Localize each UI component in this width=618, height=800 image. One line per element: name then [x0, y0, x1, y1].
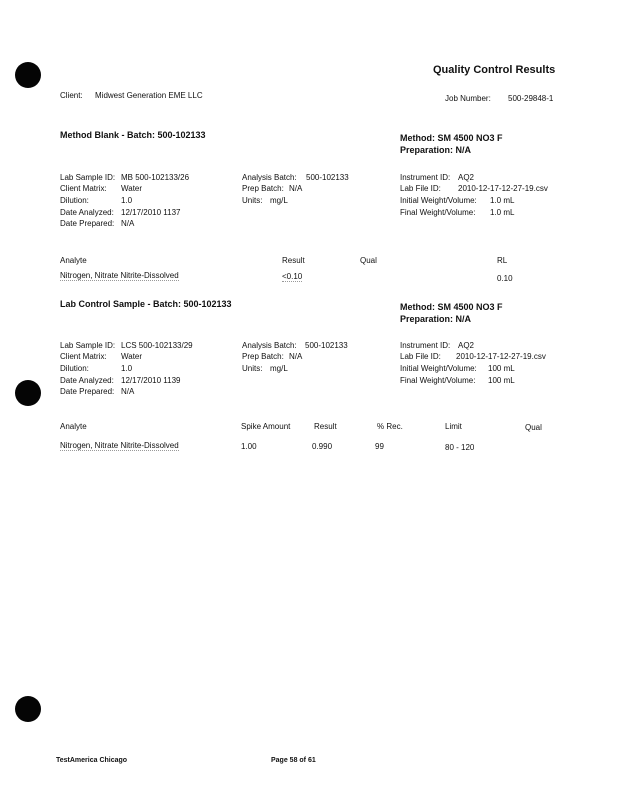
mb-date-prepared: N/A	[121, 219, 135, 228]
lcs-col-limit: Limit	[445, 422, 462, 431]
mb-client-matrix: Water	[121, 184, 143, 193]
lcs-heading: Lab Control Sample - Batch: 500-102133	[60, 299, 232, 309]
lcs-final-volume: 100 mL	[488, 376, 515, 385]
mb-analysis-batch-label: Analysis Batch:	[242, 173, 297, 182]
job-number: 500-29848-1	[508, 94, 554, 103]
punch-hole-middle	[15, 380, 41, 406]
mb-units-label: Units:	[242, 196, 263, 205]
mb-prep-batch: N/A	[289, 184, 303, 193]
mb-date-prepared-label: Date Prepared:	[60, 219, 115, 228]
punch-hole-top	[15, 62, 41, 88]
lcs-instrument-id-label: Instrument ID:	[400, 341, 451, 350]
lcs-lab-sample-id-label: Lab Sample ID:	[60, 341, 116, 350]
mb-row-analyte: Nitrogen, Nitrate Nitrite-Dissolved	[60, 271, 179, 280]
footer-lab-name: TestAmerica Chicago	[56, 757, 128, 764]
lcs-analysis-batch-label: Analysis Batch:	[242, 341, 297, 350]
mb-row-result: <0.10	[282, 272, 303, 281]
lcs-method: Method: SM 4500 NO3 F	[400, 302, 503, 312]
mb-lab-sample-id-label: Lab Sample ID:	[60, 173, 116, 182]
lcs-client-matrix: Water	[121, 352, 143, 361]
lcs-col-analyte: Analyte	[60, 422, 87, 431]
report-title: Quality Control Results	[433, 64, 556, 76]
lcs-row-rec: 99	[375, 442, 384, 451]
mb-analysis-batch: 500-102133	[306, 173, 349, 182]
lcs-instrument-id: AQ2	[458, 341, 475, 350]
mb-date-analyzed: 12/17/2010 1137	[121, 208, 181, 217]
lcs-lab-sample-id: LCS 500-102133/29	[121, 341, 193, 350]
mb-units: mg/L	[270, 196, 288, 205]
mb-dilution-label: Dilution:	[60, 196, 89, 205]
mb-final-volume: 1.0 mL	[490, 208, 515, 217]
method-blank-preparation: Preparation: N/A	[400, 145, 472, 155]
lcs-dilution-label: Dilution:	[60, 364, 89, 373]
mb-initial-volume-label: Initial Weight/Volume:	[400, 196, 477, 205]
lcs-preparation: Preparation: N/A	[400, 314, 472, 324]
lcs-units: mg/L	[270, 364, 288, 373]
punch-hole-bottom	[15, 696, 41, 722]
mb-date-analyzed-label: Date Analyzed:	[60, 208, 114, 217]
mb-instrument-id-label: Instrument ID:	[400, 173, 451, 182]
mb-col-analyte: Analyte	[60, 256, 87, 265]
client-label: Client:	[60, 91, 83, 100]
lcs-row-analyte: Nitrogen, Nitrate Nitrite-Dissolved	[60, 441, 179, 450]
lcs-analysis-batch: 500-102133	[305, 341, 348, 350]
lcs-col-rec: % Rec.	[377, 422, 403, 431]
lcs-row-result: 0.990	[312, 442, 333, 451]
mb-lab-file-id-label: Lab File ID:	[400, 184, 441, 193]
lcs-col-result: Result	[314, 422, 337, 431]
lcs-lab-file-id-label: Lab File ID:	[400, 352, 441, 361]
lcs-row-spike: 1.00	[241, 442, 257, 451]
job-number-label: Job Number:	[445, 94, 491, 103]
mb-col-qual: Qual	[360, 256, 377, 265]
lcs-initial-volume-label: Initial Weight/Volume:	[400, 364, 477, 373]
lcs-col-spike: Spike Amount	[241, 422, 291, 431]
lcs-date-analyzed: 12/17/2010 1139	[121, 376, 181, 385]
mb-client-matrix-label: Client Matrix:	[60, 184, 107, 193]
lcs-date-prepared: N/A	[121, 387, 135, 396]
mb-col-rl: RL	[497, 256, 508, 265]
mb-dilution: 1.0	[121, 196, 133, 205]
lcs-date-prepared-label: Date Prepared:	[60, 387, 115, 396]
method-blank-method: Method: SM 4500 NO3 F	[400, 133, 503, 143]
lcs-date-analyzed-label: Date Analyzed:	[60, 376, 114, 385]
method-blank-heading: Method Blank - Batch: 500-102133	[60, 130, 206, 140]
lcs-initial-volume: 100 mL	[488, 364, 515, 373]
client-name: Midwest Generation EME LLC	[95, 91, 203, 100]
mb-instrument-id: AQ2	[458, 173, 475, 182]
lcs-units-label: Units:	[242, 364, 263, 373]
mb-initial-volume: 1.0 mL	[490, 196, 515, 205]
lcs-prep-batch-label: Prep Batch:	[242, 352, 284, 361]
mb-col-result: Result	[282, 256, 305, 265]
lcs-dilution: 1.0	[121, 364, 133, 373]
lcs-client-matrix-label: Client Matrix:	[60, 352, 107, 361]
lcs-col-qual: Qual	[525, 423, 542, 432]
mb-lab-sample-id: MB 500-102133/26	[121, 173, 190, 182]
mb-lab-file-id: 2010-12-17-12-27-19.csv	[458, 184, 548, 193]
mb-final-volume-label: Final Weight/Volume:	[400, 208, 476, 217]
mb-prep-batch-label: Prep Batch:	[242, 184, 284, 193]
lcs-lab-file-id: 2010-12-17-12-27-19.csv	[456, 352, 546, 361]
footer-page-number: Page 58 of 61	[271, 757, 316, 764]
lcs-row-limit: 80 - 120	[445, 443, 475, 452]
lcs-prep-batch: N/A	[289, 352, 303, 361]
mb-row-rl: 0.10	[497, 274, 513, 283]
lcs-final-volume-label: Final Weight/Volume:	[400, 376, 476, 385]
